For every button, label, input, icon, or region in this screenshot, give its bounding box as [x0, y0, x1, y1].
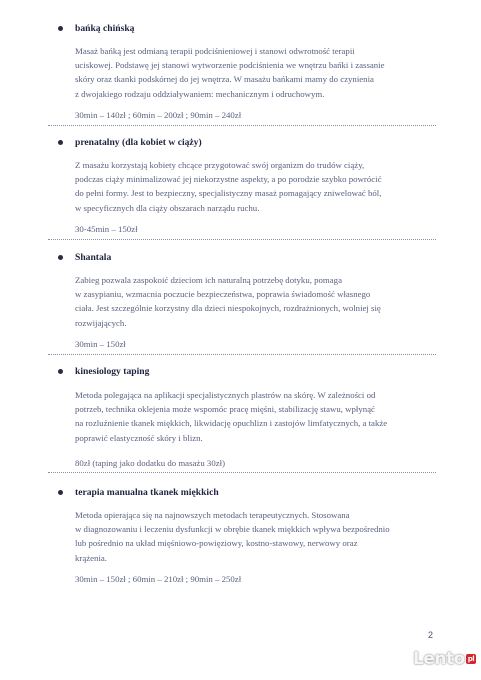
watermark-logo: Lento pl [413, 649, 475, 669]
service-price: 30min – 140zł ; 60min – 200zł ; 90min – 240zł [75, 109, 242, 120]
service-price: 80zł (taping jako dodatku do masażu 30zł) [75, 457, 225, 468]
service-description: Z masażu korzystają kobiety chcące przygotować swój organizm do trudów ciąży, podczas ciąży minimalizować jej niekorzystne aspekty, a po porodzie szybko powrócić do pełni formy. Jest to bezpieczny, specjalistyczny masaż pomagający zniwelować ból, w specyficznych dla ciąży obszarach narządu ruchu. [75, 160, 382, 213]
service-section [48, 486, 436, 586]
service-section [48, 365, 436, 470]
service-description: Masaż bańką jest odmianą terapii podciśnieniowej i stanowi odwrotność terapii uciskowej. Podstawę jej stanowi wytworzenie podciśnienia we wnętrzu bańki i zassanie skóry oraz tkanki podskórnej do jej wnętrza. W masażu bańkami mamy do czynienia z dwojakiego rodzaju oddziaływaniem: mechanicznym i odruchowym. [75, 46, 385, 99]
service-title: terapia manualna tkanek miękkich [75, 487, 219, 498]
dotted-separator [48, 354, 436, 355]
service-price: 30-45min – 150zł [75, 223, 138, 234]
service-section [48, 136, 436, 236]
dotted-separator [48, 472, 436, 473]
bullet-icon [58, 369, 63, 374]
bullet-icon [58, 490, 63, 495]
page-number: 2 [428, 630, 434, 640]
service-price: 30min – 150zł ; 60min – 210zł ; 90min – 250zł [75, 573, 242, 584]
service-section [48, 22, 436, 122]
dotted-separator [48, 125, 436, 126]
service-title: prenatalny (dla kobiet w ciąży) [75, 137, 202, 148]
service-title: kinesiology taping [75, 366, 150, 377]
service-description: Metoda polegająca na aplikacji specjalistycznych plastrów na skórę. W zależności od potrzeb, technika oklejenia może wspomóc pracę mięśni, stabilizację stawu, wpłynąć na rozluźnienie tkanek miękkich, likwidację opuchlizn i zastojów limfatycznych, a także poprawić elastyczność skóry i blizn. [75, 390, 388, 443]
service-title: Shantala [75, 252, 112, 263]
service-section [48, 251, 436, 351]
bullet-icon [58, 26, 63, 31]
bullet-icon [58, 140, 63, 145]
service-price: 30min – 150zł [75, 338, 126, 349]
service-title: bańką chińską [75, 23, 135, 34]
service-description: Zabieg pozwala zaspokoić dzieciom ich naturalną potrzebę dotyku, pomaga w zasypianiu, wzmacnia poczucie bezpieczeństwa, poprawia świadomość własnego ciała. Jest szczególnie korzystny dla dzieci niespokojnych, rozdrażnionych, wolniej się rozwijających. [75, 275, 381, 328]
service-description: Metoda opierająca się na najnowszych metodach terapeutycznych. Stosowana w diagnozowaniu i leczeniu dysfunkcji w obrębie tkanek miękkich wpływa bezpośrednio lub pośrednio na układ mięśniowo-powięziowy, kostno-stawowy, nerwowy oraz krążenia. [75, 510, 390, 563]
dotted-separator [48, 239, 436, 240]
bullet-icon [58, 255, 63, 260]
